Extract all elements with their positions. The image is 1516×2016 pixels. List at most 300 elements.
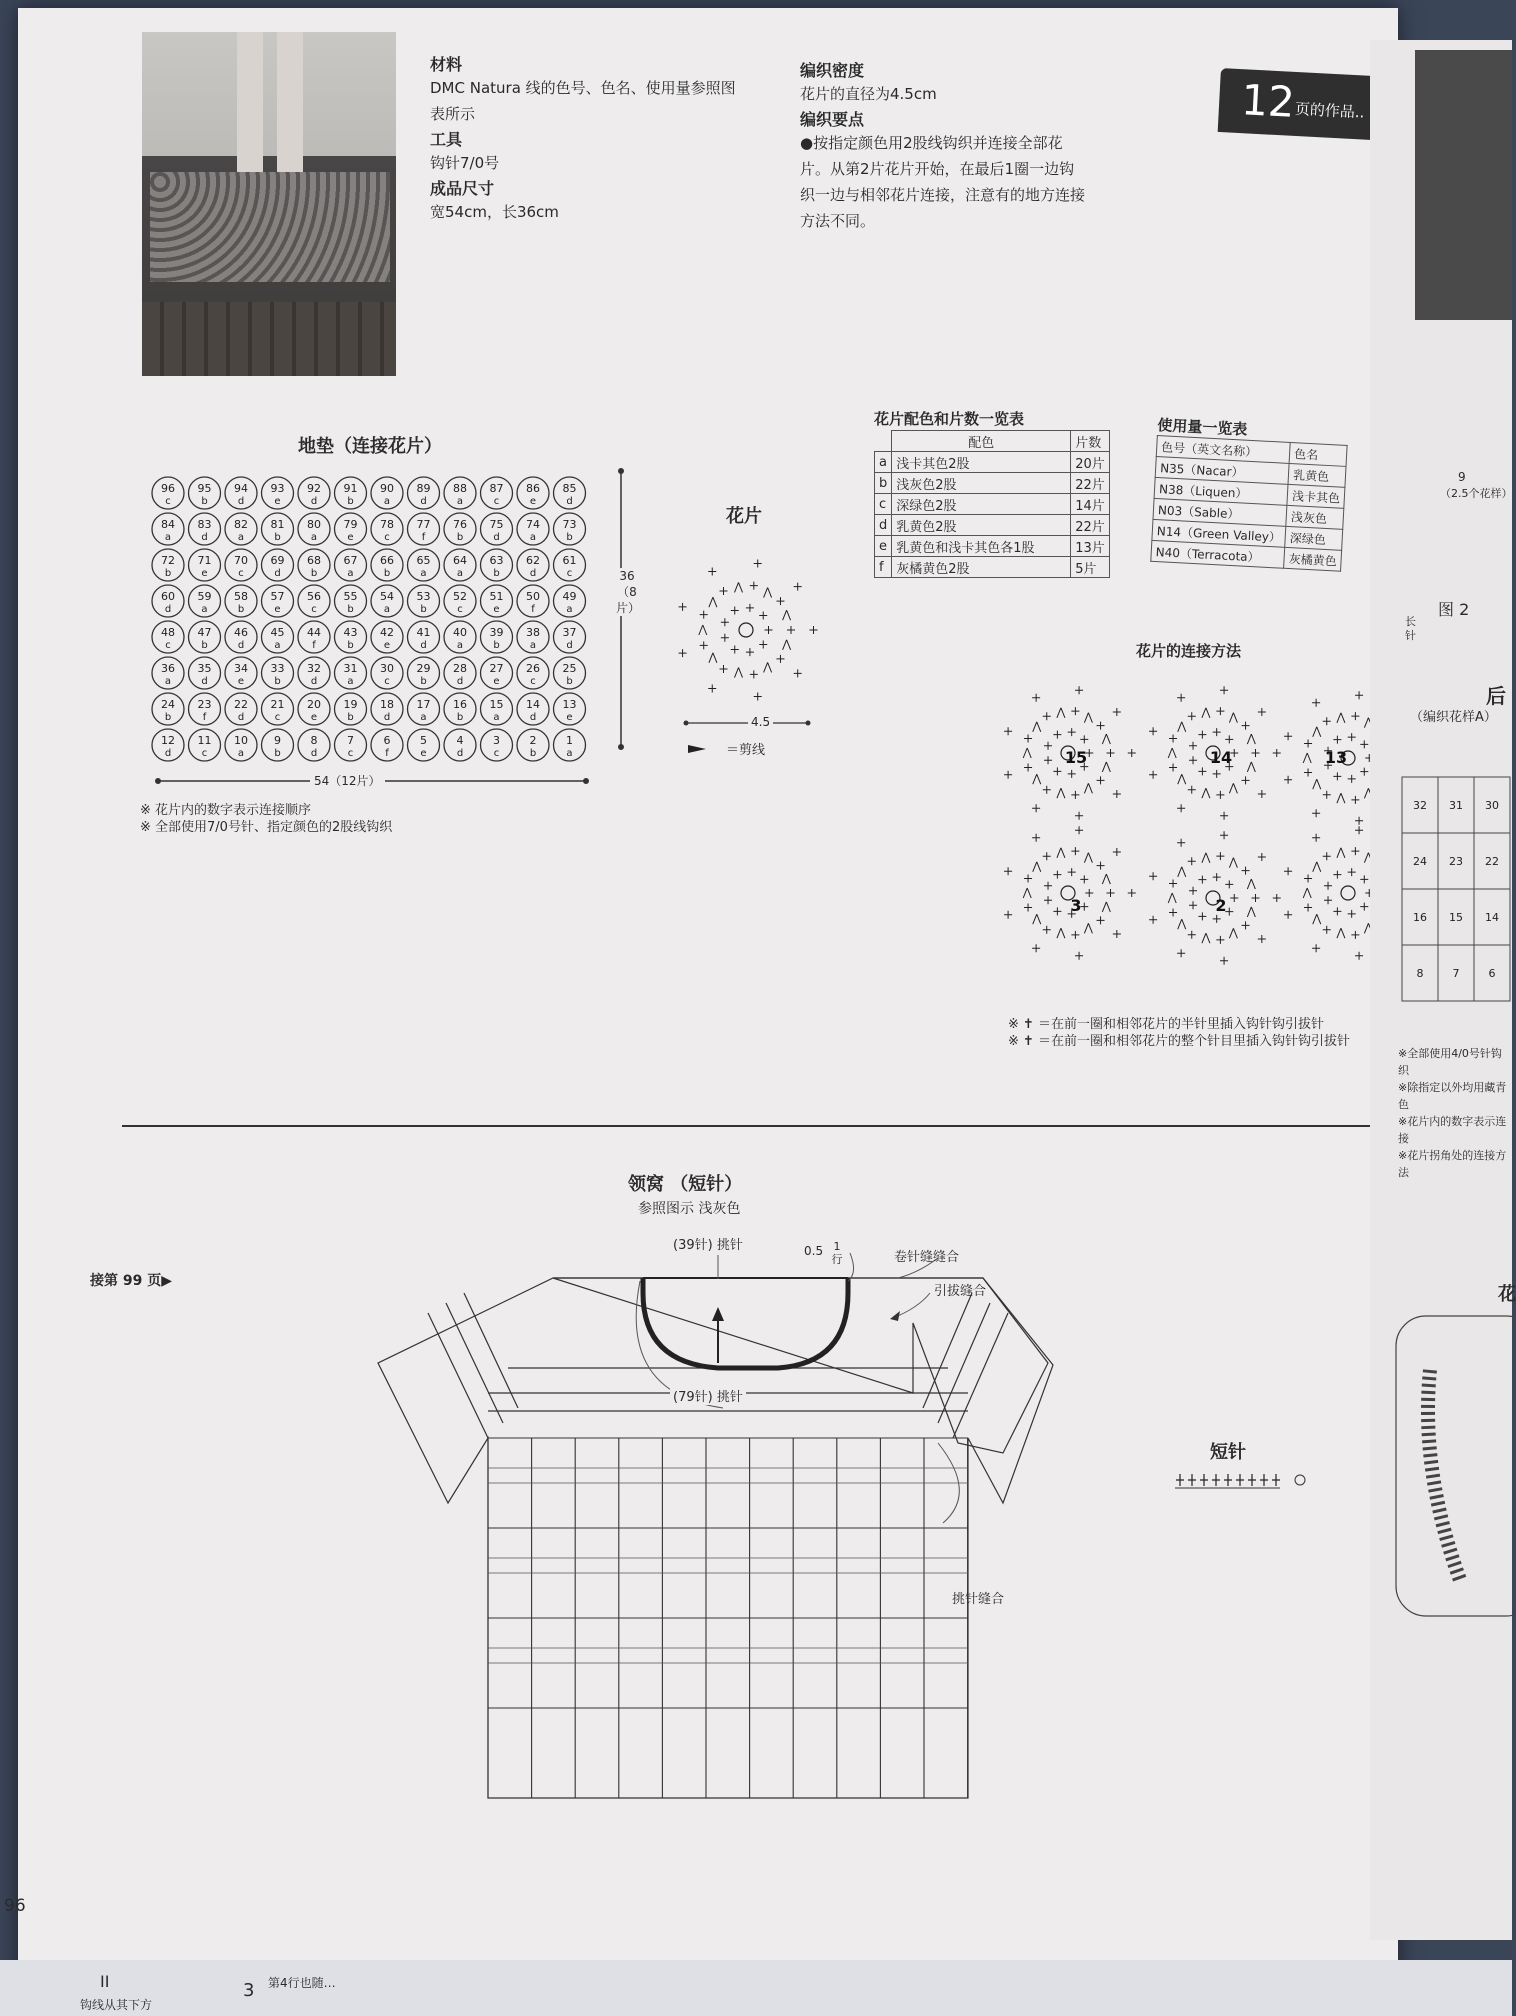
increase-stitch-icon [1229, 783, 1237, 793]
stitch-icon [1213, 728, 1221, 736]
adjacent-back-label: 后 [1486, 684, 1506, 708]
joining-order-label: 14 [1209, 748, 1233, 767]
adj-grid-number: 7 [1452, 967, 1460, 980]
gauge-label: 编织密度 [800, 61, 865, 80]
width-label: 54（12片） [310, 772, 385, 789]
motif-cell-color: b [420, 676, 427, 687]
stitch-icon [1177, 949, 1185, 957]
short-stitch-icon [1176, 1474, 1184, 1486]
stitch-icon [1348, 733, 1356, 741]
motif-cell-color: f [202, 712, 207, 723]
motif-cell-color: a [529, 532, 537, 543]
motif-cell-color: c [201, 748, 208, 759]
motif-cell-color: a [164, 676, 172, 687]
motif-cell-number: 94 [234, 482, 248, 495]
increase-stitch-icon [1229, 928, 1237, 938]
stitch-icon [679, 649, 687, 657]
increase-stitch-icon [1057, 848, 1065, 858]
joining-diagram [968, 663, 1378, 1013]
motif-cell-number: 16 [453, 698, 467, 711]
col-color: 配色 [892, 431, 1071, 452]
motif-cell-color: d [237, 712, 245, 723]
adjacent-flower-band [1428, 1370, 1460, 1580]
stitch-icon [1304, 904, 1312, 912]
motif-cell-color: b [566, 676, 573, 687]
short-stitch-icon [1224, 1474, 1232, 1486]
increase-stitch-icon [1178, 867, 1186, 877]
stitch-icon [1258, 935, 1266, 943]
adjacent-flower-label: 花 [1498, 1284, 1516, 1305]
stitch-icon [1360, 875, 1368, 883]
motif-cell-number: 67 [343, 554, 358, 567]
mat-note-1: ※ 花片内的数字表示连接顺序 [140, 803, 312, 818]
adj-grid-number: 30 [1485, 799, 1499, 812]
motif-cell-number: 95 [197, 482, 212, 495]
color-table-row [875, 473, 1110, 494]
increase-stitch-icon [1033, 722, 1041, 732]
motif-cell-color: b [274, 676, 281, 687]
short-stitch-icon [1200, 1474, 1208, 1486]
increase-stitch-icon [1168, 748, 1176, 758]
usage-table [1150, 435, 1348, 572]
stitch-icon [1004, 771, 1012, 779]
motif-cell-number: 11 [197, 734, 212, 747]
motif-cell-number: 70 [234, 554, 248, 567]
motif-cell-color: d [566, 496, 573, 507]
motif-cell-number: 14 [526, 698, 540, 711]
motif-cell-number: 88 [453, 482, 467, 495]
motif-cell-color: d [383, 712, 391, 723]
motif-cell-number: 93 [270, 482, 285, 495]
stitch-icon [1284, 911, 1292, 919]
motif-cell-number: 50 [526, 590, 540, 603]
motif-cell-number: 66 [380, 554, 394, 567]
stitch-icon [1213, 915, 1221, 923]
motif-cell-number: 26 [526, 662, 540, 675]
motif-cell-color: f [385, 748, 389, 759]
joining-order-label: 15 [1064, 748, 1088, 767]
increase-stitch-icon [1057, 788, 1065, 798]
stitch-icon [1177, 839, 1185, 847]
stitch-icon [750, 582, 758, 590]
stitch-icon [1113, 930, 1121, 938]
increase-stitch-icon [1303, 888, 1311, 898]
motif-cell-number: 9 [274, 734, 281, 747]
increase-stitch-icon [734, 668, 742, 678]
stitch-icon [1044, 742, 1052, 750]
adj-grid-cells [1402, 777, 1510, 1001]
points-line-4: 方法不同。 [800, 212, 876, 230]
stitch-icon [1044, 882, 1052, 890]
motif-cell-color: a [347, 568, 354, 579]
usage-table-cell-code: N14（Green Valley） [1152, 519, 1286, 547]
tab-caption: 页的作品.. [1294, 99, 1365, 122]
motif-cell-color: c [493, 496, 500, 507]
usage-table-block [1150, 414, 1349, 572]
motif-cell-color: e [347, 532, 354, 543]
increase-stitch-icon [709, 597, 717, 607]
stitch-icon [1053, 767, 1061, 775]
motif-cell-number: 37 [562, 626, 577, 639]
height-label: 36（8片） [616, 569, 641, 615]
short-stitch-icon [1260, 1474, 1268, 1486]
motif-cell-number: 62 [526, 554, 540, 567]
motif-cell-color: d [420, 496, 427, 507]
motif-cell-color: a [237, 748, 245, 759]
stitch-icon [1149, 872, 1157, 880]
direction-arrow-icon [712, 1307, 724, 1321]
increase-stitch-icon [699, 625, 707, 635]
motif-cell-number: 45 [270, 626, 285, 639]
motif-width-label: 4.5 [748, 715, 773, 729]
motif-cell-number: 25 [562, 662, 577, 675]
stitch-icon [1032, 834, 1040, 842]
motif-cell-number: 39 [489, 626, 504, 639]
stitch-icon [746, 604, 754, 612]
increase-stitch-icon [783, 610, 791, 620]
adjacent-photo [1415, 50, 1512, 320]
stitch-icon [1075, 952, 1083, 960]
joining-note-1: ※ ✝ ＝在前一圈和相邻花片的半针里插入钩针钩引拔针 [1008, 1017, 1325, 1032]
adjacent-pattern-label: （编织花样A） [1410, 710, 1497, 725]
increase-stitch-icon [1178, 722, 1186, 732]
color-table-cell-count: 22片 [1071, 473, 1110, 494]
motif-cell-color: b [310, 568, 318, 579]
motif-cell-number: 73 [562, 518, 577, 531]
increase-stitch-icon [1202, 708, 1210, 718]
book-page [4, 8, 1398, 1998]
sleeve-stripe-3 [464, 1293, 518, 1408]
short-stitch-title: 短针 [1210, 1442, 1246, 1463]
color-table-cell-key: f [875, 557, 892, 578]
dimension-dot-bottom [618, 744, 624, 750]
usage-table-cell-code: N03（Sable） [1153, 498, 1287, 526]
ring-icon [739, 623, 753, 637]
motif-cell-color: c [165, 496, 171, 507]
stitch-icon [720, 587, 728, 595]
motif-cell-number: 72 [161, 554, 175, 567]
stitch-icon [1198, 731, 1206, 739]
motif-title: 花片 [726, 506, 762, 527]
increase-stitch-icon [764, 588, 772, 598]
motif-cell-number: 65 [416, 554, 431, 567]
motif-cell-color: a [201, 604, 208, 615]
usage-table-cell-name: 乳黄色 [1288, 463, 1346, 487]
motif-cell-number: 36 [161, 662, 175, 675]
motif-cell-color: f [421, 532, 426, 543]
leg-figure-right [277, 32, 303, 172]
motif-cell-color: e [237, 676, 245, 687]
stitch-icon [1169, 909, 1177, 917]
stitch-icon [750, 670, 758, 678]
motif-cell-color: a [420, 712, 427, 723]
join-chart [1004, 686, 1416, 965]
stitch-icon [1177, 804, 1185, 812]
motif-cell-color: b [493, 640, 500, 651]
stitch-icon [1097, 776, 1105, 784]
motif-cell-color: a [383, 496, 391, 507]
stitch-row-marker-icon [1295, 1475, 1305, 1485]
seam-label-3: 挑针缝合 [952, 1592, 1005, 1607]
motif-cell-number: 2 [529, 734, 537, 747]
motif-cell-number: 81 [270, 518, 285, 531]
motif-cell-color: b [237, 604, 245, 615]
stitch-icon [1216, 707, 1224, 715]
color-table-cell-count: 22片 [1071, 515, 1110, 536]
motif-cell-color: b [201, 496, 208, 507]
motif-cell-color: b [274, 532, 281, 543]
mat-image [150, 172, 390, 282]
motif-cell-number: 78 [380, 518, 394, 531]
motif-cell-number: 58 [234, 590, 248, 603]
motif-cell-color: d [529, 568, 537, 579]
motif-cell-number: 90 [380, 482, 394, 495]
motif-cell-number: 35 [197, 662, 212, 675]
motif-cell-number: 8 [310, 734, 318, 747]
motif-cell-color: e [274, 604, 281, 615]
motif-cell-color: c [384, 676, 390, 687]
motif-cell-number: 18 [380, 698, 394, 711]
stitch-icon [1128, 889, 1136, 897]
neck-top-label: (39针) 挑针 [673, 1238, 743, 1253]
stitch-icon [1169, 879, 1177, 887]
stitch-icon [1068, 770, 1076, 778]
stitch-icon [1188, 857, 1196, 865]
gauge-text: 花片的直径为4.5cm [800, 85, 937, 103]
stitch-icon [759, 612, 767, 620]
tools-label: 工具 [430, 130, 463, 149]
stitch-icon [731, 607, 739, 615]
stitch-icon [1177, 694, 1185, 702]
sleeve-stripe-2 [446, 1303, 503, 1423]
increase-stitch-icon [1313, 727, 1321, 737]
motif-cell-color: c [493, 748, 500, 759]
color-table-row [875, 494, 1110, 515]
increase-stitch-icon [1247, 762, 1255, 772]
sleeve-stripe-5 [938, 1303, 990, 1423]
motif-cell-color: f [531, 604, 535, 615]
motif-cell-number: 23 [197, 698, 212, 711]
motif-cell-number: 20 [307, 698, 321, 711]
stitch-icon [1304, 739, 1312, 747]
color-table-cell-key: b [875, 473, 892, 494]
motif-cell-number: 12 [161, 734, 175, 747]
motif-cell-number: 30 [380, 662, 394, 675]
increase-stitch-icon [1337, 713, 1345, 723]
stitch-icon [1004, 911, 1012, 919]
usage-table-cell-code: N40（Terracota） [1151, 540, 1285, 568]
motif-cell-number: 13 [562, 698, 577, 711]
stitch-icon [1071, 847, 1079, 855]
stitch-icon [1097, 722, 1105, 730]
motif-cell-color: d [164, 748, 172, 759]
adj-grid-number: 14 [1485, 911, 1499, 924]
short-stitch-diagram [1170, 1468, 1320, 1498]
color-table-cell-count: 13片 [1071, 536, 1110, 557]
offset-leader [848, 1253, 854, 1281]
color-table-cell-key: e [875, 536, 892, 557]
motif-cell-color: b [347, 640, 354, 651]
adjacent-note-4: ※花片拐角处的连接方法 [1398, 1149, 1507, 1179]
motif-cell-color: a [383, 604, 391, 615]
page-number: 96 [4, 1896, 26, 1916]
stitch-icon [1242, 921, 1250, 929]
stitch-icon [754, 692, 762, 700]
motif-cell-color: d [201, 676, 208, 687]
neckline-band [643, 1278, 848, 1368]
stitch-icon [1107, 749, 1115, 757]
color-table-cell-count: 20片 [1071, 452, 1110, 473]
motif-cell-color: d [456, 676, 464, 687]
motif-cell-color: b [493, 568, 500, 579]
motif-cell-color: b [529, 748, 537, 759]
color-table-row [875, 536, 1110, 557]
stitch-icon [1032, 804, 1040, 812]
motif-cell-number: 49 [562, 590, 577, 603]
adjacent-grid [1400, 775, 1512, 1005]
stitch-icon [1348, 868, 1356, 876]
stitch-icon [1198, 767, 1206, 775]
stitch-icon [1258, 790, 1266, 798]
increase-stitch-icon [1229, 713, 1237, 723]
motif-cell-color: b [274, 748, 281, 759]
motif-cell-number: 19 [343, 698, 358, 711]
stitch-icon [1080, 875, 1088, 883]
color-table-row [875, 515, 1110, 536]
stitch-icon [794, 669, 802, 677]
motif-cell-color: d [237, 640, 245, 651]
motif-cell-number: 33 [270, 662, 285, 675]
increase-stitch-icon [1337, 928, 1345, 938]
color-table-cell-color: 乳黄色和浅卡其色各1股 [892, 536, 1071, 557]
stitch-icon [1149, 771, 1157, 779]
ring-icon [1341, 886, 1355, 900]
motif-cell-color: a [420, 568, 427, 579]
stitch-icon [1273, 749, 1281, 757]
motif-cell-number: 41 [416, 626, 431, 639]
increase-stitch-icon [1202, 853, 1210, 863]
motif-cell-color: d [529, 712, 537, 723]
motif-cell-color: c [238, 568, 244, 579]
stitch-icon [1225, 880, 1233, 888]
points-line-3: 织一边与相邻花片连接，注意有的地方连接 [800, 186, 1086, 204]
motif-cell-color: a [493, 712, 500, 723]
short-stitch-icon [1236, 1474, 1244, 1486]
motif-cell-color: f [312, 640, 316, 651]
motif-cell-number: 57 [270, 590, 285, 603]
motif-cell-number: 27 [489, 662, 504, 675]
stitch-icon [1284, 776, 1292, 784]
stitch-icon [1355, 952, 1363, 960]
stitch-icon [1032, 944, 1040, 952]
stitch-icon [1097, 862, 1105, 870]
stitch-icon [1068, 868, 1076, 876]
bottom-text-3: 第4行也随… [268, 1976, 336, 1990]
adj-grid-number: 6 [1488, 967, 1496, 980]
increase-stitch-icon [1102, 874, 1110, 884]
stitch-icon [700, 611, 708, 619]
motif-cell-color: e [383, 640, 391, 651]
increase-stitch-icon [1229, 858, 1237, 868]
adj-grid-number: 23 [1449, 855, 1463, 868]
increase-stitch-icon [1057, 708, 1065, 718]
stitch-icon [1360, 903, 1368, 911]
motif-cell-number: 24 [161, 698, 175, 711]
motif-cell-color: a [456, 496, 464, 507]
increase-stitch-icon [734, 582, 742, 592]
adj-grid-number: 24 [1413, 855, 1427, 868]
stitch-icon [1351, 847, 1359, 855]
stitch-icon [1053, 871, 1061, 879]
increase-stitch-icon [1337, 848, 1345, 858]
motif-cell-number: 64 [453, 554, 467, 567]
increase-stitch-icon [709, 653, 717, 663]
stitch-icon [810, 626, 818, 634]
mat-diagram-title: 地垫（连接花片） [298, 436, 442, 457]
adjacent-notes [1398, 1045, 1512, 1181]
motif-cell-number: 22 [234, 698, 248, 711]
joining-note-2: ※ ✝ ＝在前一圈和相邻花片的整个针目里插入钩针钩引拔针 [1008, 1034, 1351, 1049]
stitch-icon [721, 634, 729, 642]
stitch-icon [1323, 791, 1331, 799]
stitch-icon [708, 568, 716, 576]
sweater-diagram [378, 1233, 1058, 1853]
stitch-icon [1169, 734, 1177, 742]
increase-stitch-icon [1313, 862, 1321, 872]
color-table-row [875, 557, 1110, 578]
increase-stitch-icon [1247, 734, 1255, 744]
increase-stitch-icon [1057, 928, 1065, 938]
motif-cell-number: 7 [347, 734, 354, 747]
usage-table-cell-name: 浅灰色 [1286, 505, 1344, 529]
stitch-icon [1169, 764, 1177, 772]
motif-cell-color: c [311, 604, 317, 615]
stitch-icon [1189, 901, 1197, 909]
stitch-icon [1355, 826, 1363, 834]
motif-cell-color: c [274, 712, 281, 723]
stitch-icon [1213, 873, 1221, 881]
color-table-header [875, 431, 1110, 452]
seam-label-1: 卷针缝缝合 [894, 1250, 960, 1265]
stitch-icon [1113, 708, 1121, 716]
sleeve-stripe-6 [923, 1293, 972, 1408]
motif-cell-color: d [310, 676, 318, 687]
short-stitch-icon [1188, 1474, 1196, 1486]
motif-cell-number: 53 [416, 590, 431, 603]
floor-image [142, 302, 396, 376]
motif-dot-left [684, 721, 689, 726]
motif-cell-number: 54 [380, 590, 394, 603]
stitch-icon [1348, 775, 1356, 783]
motif-cell-number: 55 [343, 590, 358, 603]
size-text: 宽54cm，长36cm [430, 203, 559, 221]
dimension-dot-left [155, 778, 161, 784]
increase-stitch-icon [1102, 734, 1110, 744]
motif-cell-number: 10 [234, 734, 248, 747]
mat-diagram [138, 463, 658, 803]
col-code: 色号（英文名称） [1156, 435, 1290, 463]
stitch-icon [1225, 735, 1233, 743]
neck-bottom-label: (79针) 挑针 [670, 1386, 746, 1405]
motif-cell-color: d [201, 532, 208, 543]
stitch-icon [1071, 791, 1079, 799]
motif-cell-number: 51 [489, 590, 504, 603]
stitch-icon [721, 618, 729, 626]
stitch-icon [679, 603, 687, 611]
motif-cell-number: 46 [234, 626, 248, 639]
motif-cell-number: 83 [197, 518, 212, 531]
mat-grid [152, 477, 586, 761]
